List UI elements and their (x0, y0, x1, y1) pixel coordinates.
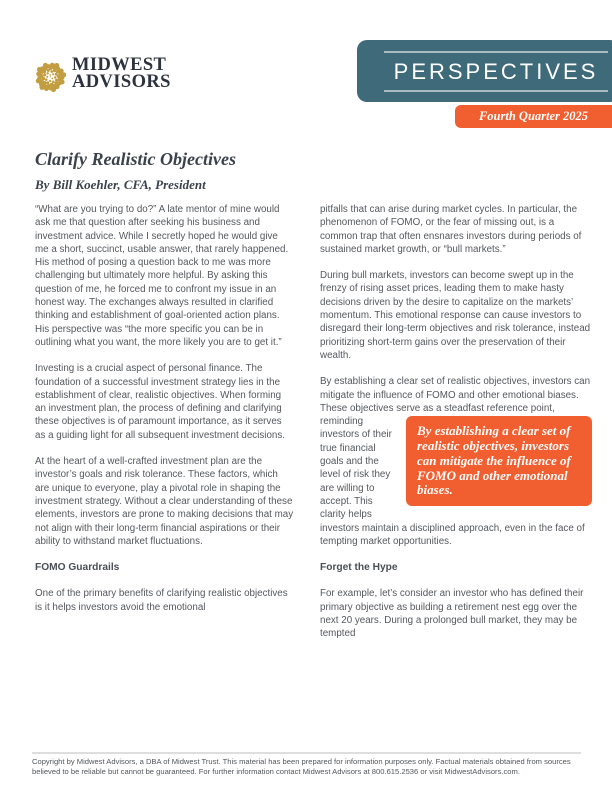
paragraph-establishing-objectives (320, 375, 592, 548)
midwest-advisors-logo (34, 52, 171, 96)
article-byline: By Bill Koehler, CFA, President (35, 177, 206, 192)
masthead-title: PERSPECTIVES (393, 58, 599, 84)
logo-wordmark-line1: MIDWEST (72, 54, 167, 75)
left-column (35, 203, 294, 627)
issue-banner (455, 105, 612, 128)
footer-disclaimer: Copyright by Midwest Advisors, a DBA of Midwest Trust. This material has been prepared for information purposes only. Factual materials obtained from sources believed to be reliable but cannot be guaranteed. For further information contact Midwest Advisors at 800.615.2536 or visit MidwestAdvisors.com. (32, 757, 571, 777)
logo-wordmark (72, 54, 171, 92)
paragraph-investing-crucial: Investing is a crucial aspect of personal finance. The foundation of a successful investment strategy lies in the establishment of clear, realistic objectives. When forming an investment plan, the process of defining and clarifying these objectives is of paramount importance, as it serves as a guiding light for all subsequent investment decisions. (35, 363, 285, 441)
section-heading-fomo-guardrails: FOMO Guardrails (35, 562, 120, 574)
pull-quote: By establishing a clear set of realistic objectives, investors can mitigate the influence of FOMO and other emotional biases. (406, 416, 592, 506)
paragraph-text-after-quote: as a steadfast reference point, reminding investors of their true financial goals and the level of risk they are willing to accept. This clarity helps investors maintain a disciplined approach, even in the face of tempting market opportunities. (320, 402, 585, 547)
masthead-banner (357, 40, 612, 102)
article-title: Clarify Realistic Objectives (35, 149, 236, 169)
paragraph-bull-markets: During bull markets, investors can become swept up in the frenzy of rising asset prices, leading them to make hasty decisions driven by the desire to capitalize on the markets’ momentum. This emotional response can cause investors to disregard their long-term objectives and risk tolerance, instead prioritizing short-term gains over the preservation of their wealth. (320, 270, 591, 361)
dotted-globe-icon (34, 52, 66, 96)
section-heading-forget-the-hype: Forget the Hype (320, 562, 398, 574)
paragraph-heart-of-plan: At the heart of a well-crafted investment plan are the investor’s goals and risk tolerance. These factors, which are unique to everyone, play a pivotal role in shaping the investment strategy. Without a clear understanding of these elements, investors are prone to making decisions that may not align with their long-term financial aspirations or their ability to withstand market fluctuations. (35, 456, 294, 547)
issue-label: Fourth Quarter 2025 (478, 109, 589, 123)
paragraph-example-investor: For example, let’s consider an investor who has defined their primary objective as building a retirement nest egg over the next 20 years. During a prolonged bull market, they may be tempted (320, 588, 584, 640)
paragraph-pitfalls: pitfalls that can arise during market cycles. In particular, the phenomenon of FOMO, or the fear of missing out, is a common trap that often ensnares investors during periods of sustained market growth, or “bull markets.” (320, 204, 582, 255)
paragraph-text-before-quote: By establishing a clear set of realistic objectives, investors can mitigate the influence of FOMO and other emotional biases. These objectives serve (320, 376, 591, 414)
paragraph-mentor: “What are you trying to do?” A late mentor of mine would ask me that question after seeking his business and investment advice. While I secretly hoped he would give me a short, succinct, usable answer, that rarely happened. His method of posing a question back to me was more challenging but ultimately more helpful. By asking this question of me, he forced me to confront my issue in an honest way. The exchanges always resulted in clarified thinking and establishment of goal-oriented action plans. His perspective was “the more specific you can be in outlining what you want, the more likely you are to get it.” (35, 204, 289, 348)
masthead-rules (384, 51, 608, 92)
footer-divider (32, 752, 581, 754)
logo-wordmark-line2: ADVISORS (72, 72, 171, 92)
right-column (320, 203, 592, 654)
paragraph-primary-benefits: One of the primary benefits of clarifying realistic objectives is it helps investors avoid the emotional (35, 588, 288, 613)
